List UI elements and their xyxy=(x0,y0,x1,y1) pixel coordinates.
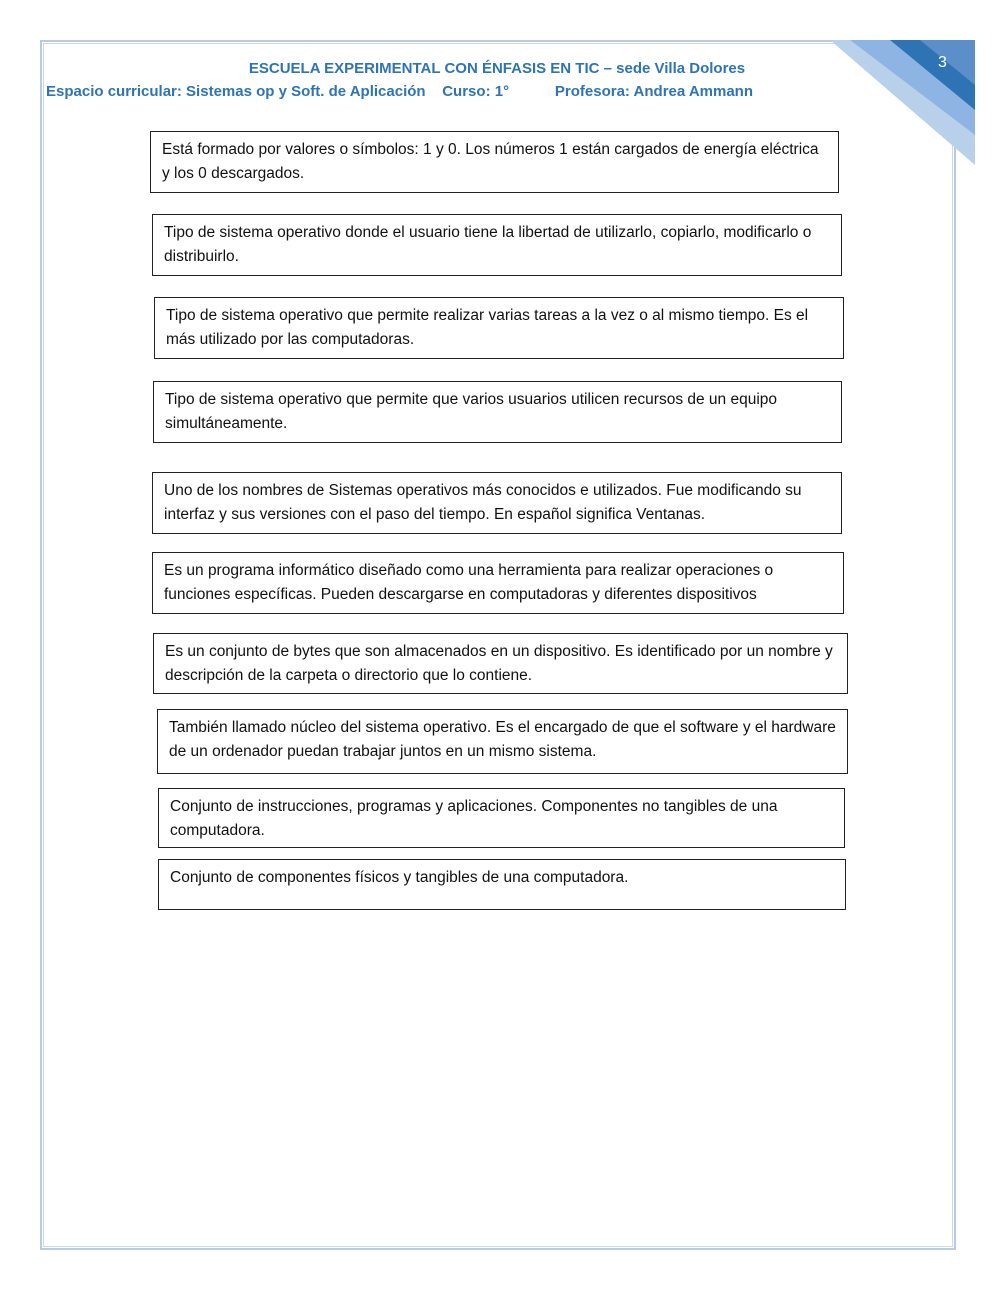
definition-box-windows[interactable]: Uno de los nombres de Sistemas operativos más conocidos e utilizados. Fue modificando su interfaz y sus versiones con el paso del tiempo. En español significa Ventanas. xyxy=(152,472,842,534)
definition-box-hardware[interactable]: Conjunto de componentes físicos y tangibles de una computadora. xyxy=(158,859,846,910)
definition-box-multiuser[interactable]: Tipo de sistema operativo que permite que varios usuarios utilicen recursos de un equipo simultáneamente. xyxy=(153,381,842,443)
school-title: ESCUELA EXPERIMENTAL CON ÉNFASIS EN TIC – sede Villa Dolores xyxy=(248,60,746,77)
definition-box-application[interactable]: Es un programa informático diseñado como una herramienta para realizar operaciones o funciones específicas. Pueden descargarse en computadoras y diferentes dispositivos xyxy=(152,552,844,614)
definition-box-kernel[interactable]: También llamado núcleo del sistema operativo. Es el encargado de que el software y el hardware de un ordenador puedan trabajar juntos en un mismo sistema. xyxy=(157,709,848,774)
page-number: 3 xyxy=(938,54,947,71)
definition-box-binary[interactable]: Está formado por valores o símbolos: 1 y 0. Los números 1 están cargados de energía eléctrica y los 0 descargados. xyxy=(150,131,839,193)
definition-box-multitasking[interactable]: Tipo de sistema operativo que permite realizar varias tareas a la vez o al mismo tiempo. Es el más utilizado por las computadoras. xyxy=(154,297,844,359)
definition-box-free-software[interactable]: Tipo de sistema operativo donde el usuario tiene la libertad de utilizarlo, copiarlo, modificarlo o distribuirlo. xyxy=(152,214,842,276)
subject-line: Espacio curricular: Sistemas op y Soft. de Aplicación Curso: 1° Profesora: Andrea Ammann xyxy=(46,83,754,100)
corner-decoration xyxy=(830,40,975,165)
definition-box-file[interactable]: Es un conjunto de bytes que son almacenados en un dispositivo. Es identificado por un nombre y descripción de la carpeta o directorio que lo contiene. xyxy=(153,633,848,694)
definition-box-software[interactable]: Conjunto de instrucciones, programas y aplicaciones. Componentes no tangibles de una computadora. xyxy=(158,788,845,848)
